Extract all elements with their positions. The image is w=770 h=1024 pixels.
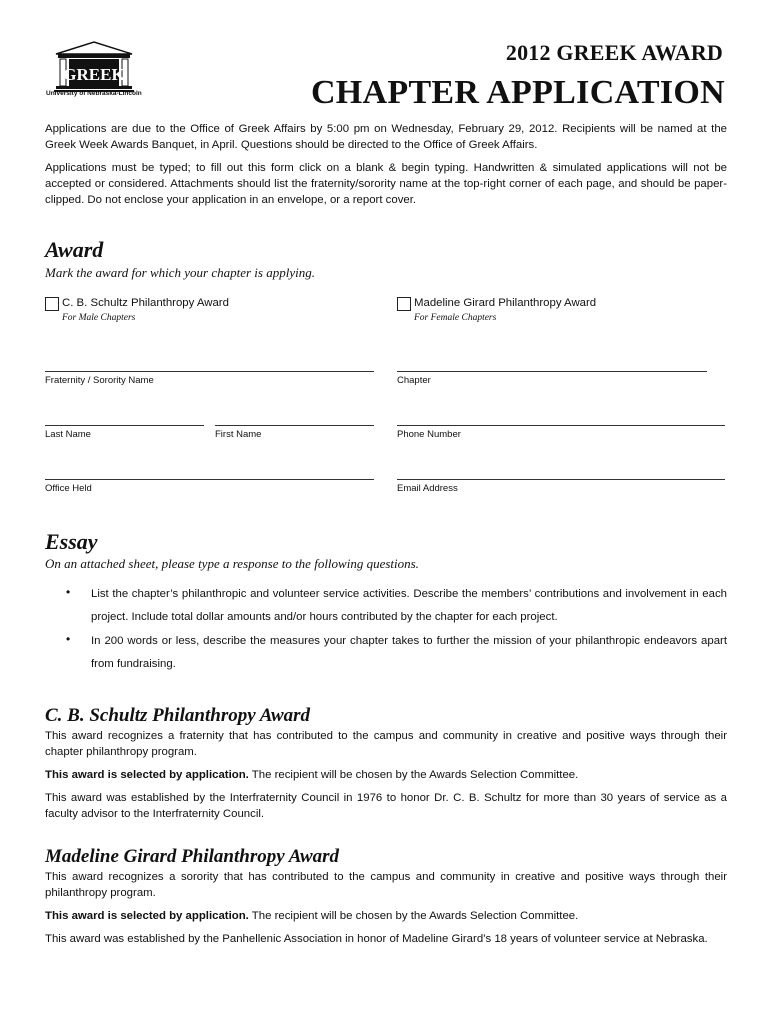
girard-award-note: For Female Chapters — [414, 313, 497, 323]
girard-history: This award was established by the Panhellenic Association in honor of Madeline Girard’s 18 years of volunteer service at Nebraska. — [45, 933, 708, 945]
schultz-award-note: For Male Chapters — [62, 313, 136, 323]
first-name-field[interactable] — [215, 425, 374, 426]
office-held-label: Office Held — [45, 483, 92, 494]
schultz-heading: C. B. Schultz Philanthropy Award — [45, 705, 311, 726]
essay-question-2: In 200 words or less, describe the measures your chapter takes to further the mission of your philanthropic endeavors apart from fundraising. — [91, 635, 727, 670]
chapter-label: Chapter — [397, 375, 431, 386]
fraternity-name-field[interactable] — [45, 371, 374, 372]
title-year: 2012 GREEK AWARD — [505, 40, 723, 65]
last-name-label: Last Name — [45, 429, 91, 440]
schultz-selection-bold: This award is selected by application. — [45, 769, 249, 781]
girard-heading: Madeline Girard Philanthropy Award — [45, 846, 340, 867]
schultz-award-checkbox[interactable] — [45, 297, 59, 311]
phone-number-label: Phone Number — [397, 429, 461, 440]
intro-paragraph-1: Applications are due to the Office of Greek Affairs by 5:00 pm on Wednesday, February 29, 2012. Recipients will be named at the Greek Week Awards Banquet, in April. Questions should be directed to the Office of Greek Affairs. — [45, 123, 727, 151]
essay-subheading: On an attached sheet, please type a response to the following questions. — [45, 556, 419, 571]
intro-paragraph-2: Applications must be typed; to fill out this form click on a blank & begin typing. Handwritten & simulated applications will not be accepted or considered. Attachments should list the fraternity/sorority name at the top-right corner of each page, and should be paper-clipped. Do not enclose your application in an envelope, or a report cover. — [45, 162, 727, 206]
bullet-icon: • — [66, 585, 71, 599]
schultz-selection-rest: The recipient will be chosen by the Awards Selection Committee. — [248, 769, 579, 781]
bullet-icon: • — [66, 632, 71, 646]
schultz-selection-note — [45, 767, 727, 783]
girard-selection-bold: This award is selected by application. — [45, 910, 249, 922]
girard-description: This award recognizes a sorority that has contributed to the campus and community in creative and positive ways through their philanthropy program. — [45, 871, 727, 899]
page-title: CHAPTER APPLICATION — [310, 74, 725, 111]
fraternity-name-label: Fraternity / Sorority Name — [45, 375, 154, 386]
girard-selection-note — [45, 908, 727, 924]
email-address-field[interactable] — [397, 479, 725, 480]
email-address-label: Email Address — [397, 483, 458, 494]
phone-number-field[interactable] — [397, 425, 725, 426]
award-heading: Award — [45, 237, 104, 262]
chapter-field[interactable] — [397, 371, 707, 372]
girard-award-label: Madeline Girard Philanthropy Award — [414, 297, 597, 309]
schultz-history: This award was established by the Interfraternity Council in 1976 to honor Dr. C. B. Schultz for more than 30 years of service as a faculty advisor to the Interfraternity Council. — [45, 792, 727, 820]
essay-question-1: List the chapter’s philanthropic and volunteer service activities. Describe the members’ contributions and involvement in each project. Include total dollar amounts and/or hours contributed by the chapter for each project. — [91, 588, 727, 623]
office-held-field[interactable] — [45, 479, 374, 480]
schultz-award-label: C. B. Schultz Philanthropy Award — [62, 297, 229, 309]
first-name-label: First Name — [215, 429, 262, 440]
schultz-description: This award recognizes a fraternity that has contributed to the campus and community in creative and positive ways through their chapter philanthropy program. — [45, 730, 727, 758]
logo-caption: University of Nebraska-Lincoln — [46, 90, 142, 97]
award-subheading: Mark the award for which your chapter is applying. — [45, 265, 315, 280]
logo-word: GREEK — [63, 65, 125, 84]
essay-heading: Essay — [45, 529, 98, 554]
last-name-field[interactable] — [45, 425, 204, 426]
girard-selection-rest: The recipient will be chosen by the Awards Selection Committee. — [248, 910, 579, 922]
girard-award-checkbox[interactable] — [397, 297, 411, 311]
